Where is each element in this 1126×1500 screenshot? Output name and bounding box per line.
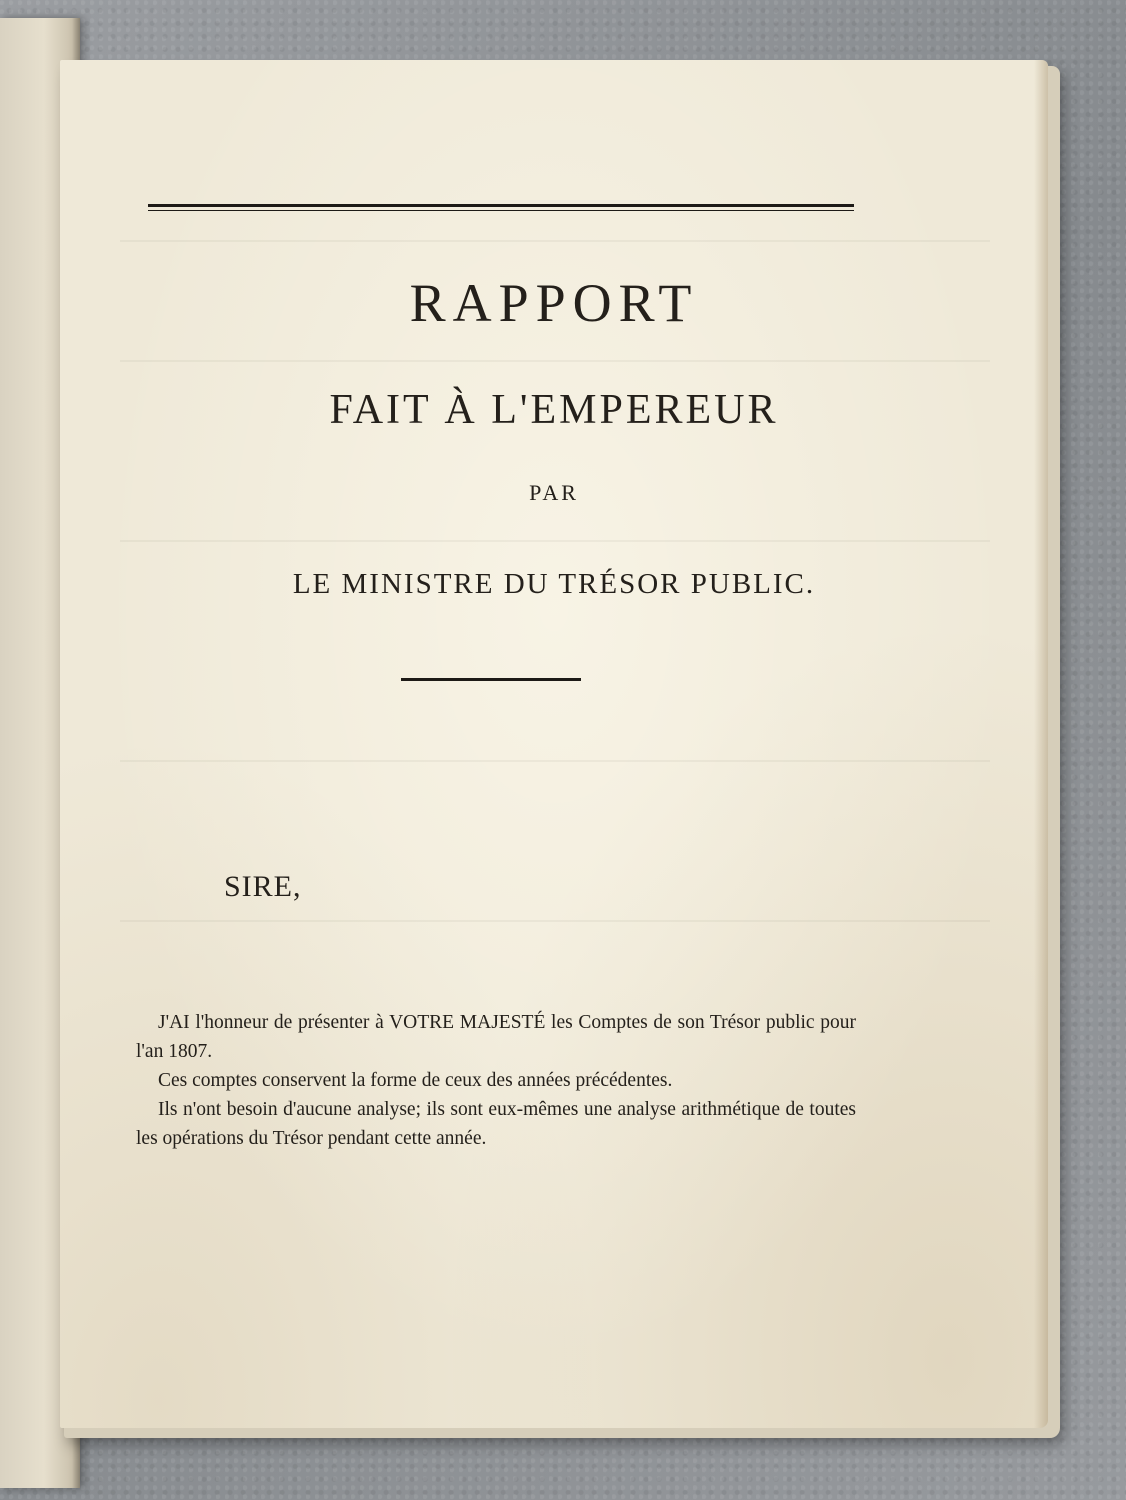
show-through-line [120,540,990,542]
paragraph: Ils n'ont besoin d'aucune analyse; ils sont eux-mêmes une analyse arithmétique de toutes les opérations du Trésor pendant cette année. [136,1099,856,1149]
top-double-rule [148,204,854,207]
show-through-line [120,240,990,242]
document-subtitle: FAIT À L'EMPEREUR [329,387,779,433]
document-title: RAPPORT [409,273,699,333]
paragraph: Ces comptes conservent la forme de ceux des années précédentes. [158,1070,673,1091]
document-page [60,60,1048,1428]
middle-rule [401,678,581,681]
document-author: LE MINISTRE DU TRÉSOR PUBLIC. [292,568,816,600]
page-edge [1034,60,1048,1428]
salutation: SIRE, [224,870,302,903]
paragraph: J'AI l'honneur de présenter à VOTRE MAJESTÉ les Comptes de son Trésor public pour l'an 1807. [136,1012,856,1062]
document-by: PAR [529,480,579,505]
show-through-line [120,360,990,362]
show-through-line [120,920,990,922]
show-through-line [120,760,990,762]
